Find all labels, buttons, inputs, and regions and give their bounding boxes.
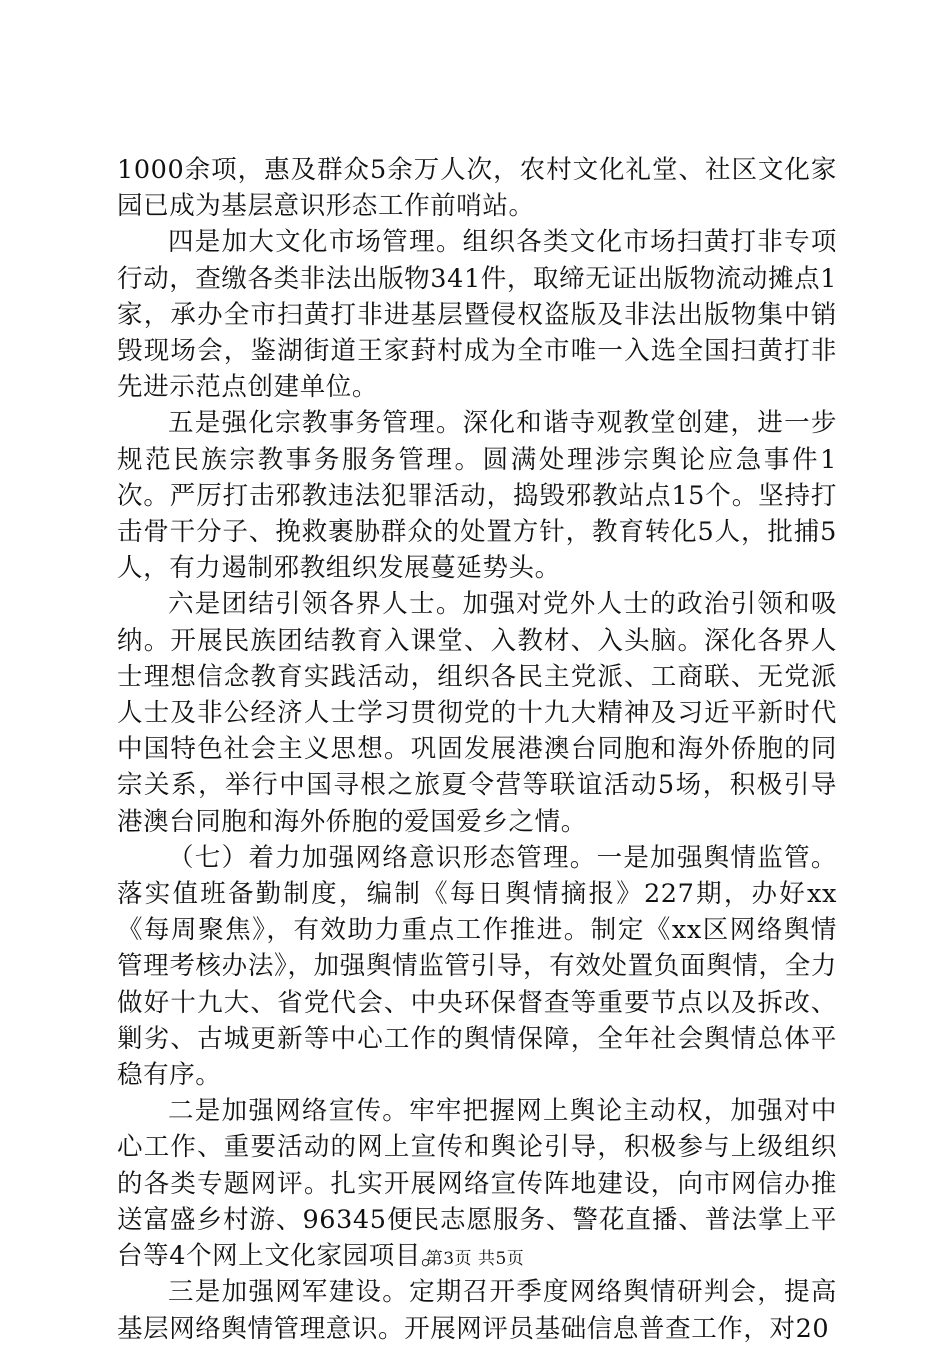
paragraph: 二是加强网络宣传。牢牢把握网上舆论主动权，加强对中心工作、重要活动的网上宣传和舆论引导，积极参与上级组织的各类专题网评。扎实开展网络宣传阵地建设，向市网信办推送富盛乡村游、96345便民志愿服务、警花直播、普法掌上平台等4个网上文化家园项目。 [117,1096,837,1272]
document-body [117,152,837,1347]
paragraph: 1000余项，惠及群众5余万人次，农村文化礼堂、社区文化家园已成为基层意识形态工作前哨站。 [117,155,837,222]
paragraph: （七）着力加强网络意识形态管理。一是加强舆情监管。落实值班备勤制度，编制《每日舆情摘报》227期，办好xx《每周聚焦》，有效助力重点工作推进。制定《xx区网络舆情管理考核办法》，加强舆情监管引导，有效处置负面舆情，全力做好十九大、省党代会、中央环保督查等重要节点以及拆改、剿劣、古城更新等中心工作的舆情保障，全年社会舆情总体平稳有序。 [117,842,837,1091]
page-footer: 第3页 共5页 [425,1249,525,1269]
paragraph: 五是强化宗教事务管理。深化和谐寺观教堂创建，进一步规范民族宗教事务服务管理。圆满处理涉宗舆论应急事件1次。严厉打击邪教违法犯罪活动，捣毁邪教站点15个。坚持打击骨干分子、挽救裹胁群众的处置方针，教育转化5人，批捕5人，有力遏制邪教组织发展蔓延势头。 [117,408,837,584]
paragraph: 三是加强网军建设。定期召开季度网络舆情研判会，提高基层网络舆情管理意识。开展网评员基础信息普查工作，对20 [117,1277,837,1344]
paragraph: 六是团结引领各界人士。加强对党外人士的政治引领和吸纳。开展民族团结教育入课堂、入教材、入头脑。深化各界人士理想信念教育实践活动，组织各民主党派、工商联、无党派人士及非公经济人士学习贯彻党的十九大精神及习近平新时代中国特色社会主义思想。巩固发展港澳台同胞和海外侨胞的同宗关系，举行中国寻根之旅夏令营等联谊活动5场，积极引导港澳台同胞和海外侨胞的爱国爱乡之情。 [117,589,837,837]
paragraph: 四是加大文化市场管理。组织各类文化市场扫黄打非专项行动，查缴各类非法出版物341件，取缔无证出版物流动摊点1家，承办全市扫黄打非进基层暨侵权盗版及非法出版物集中销毁现场会，鉴湖街道王家葑村成为全市唯一入选全国扫黄打非先进示范点创建单位。 [117,227,837,403]
